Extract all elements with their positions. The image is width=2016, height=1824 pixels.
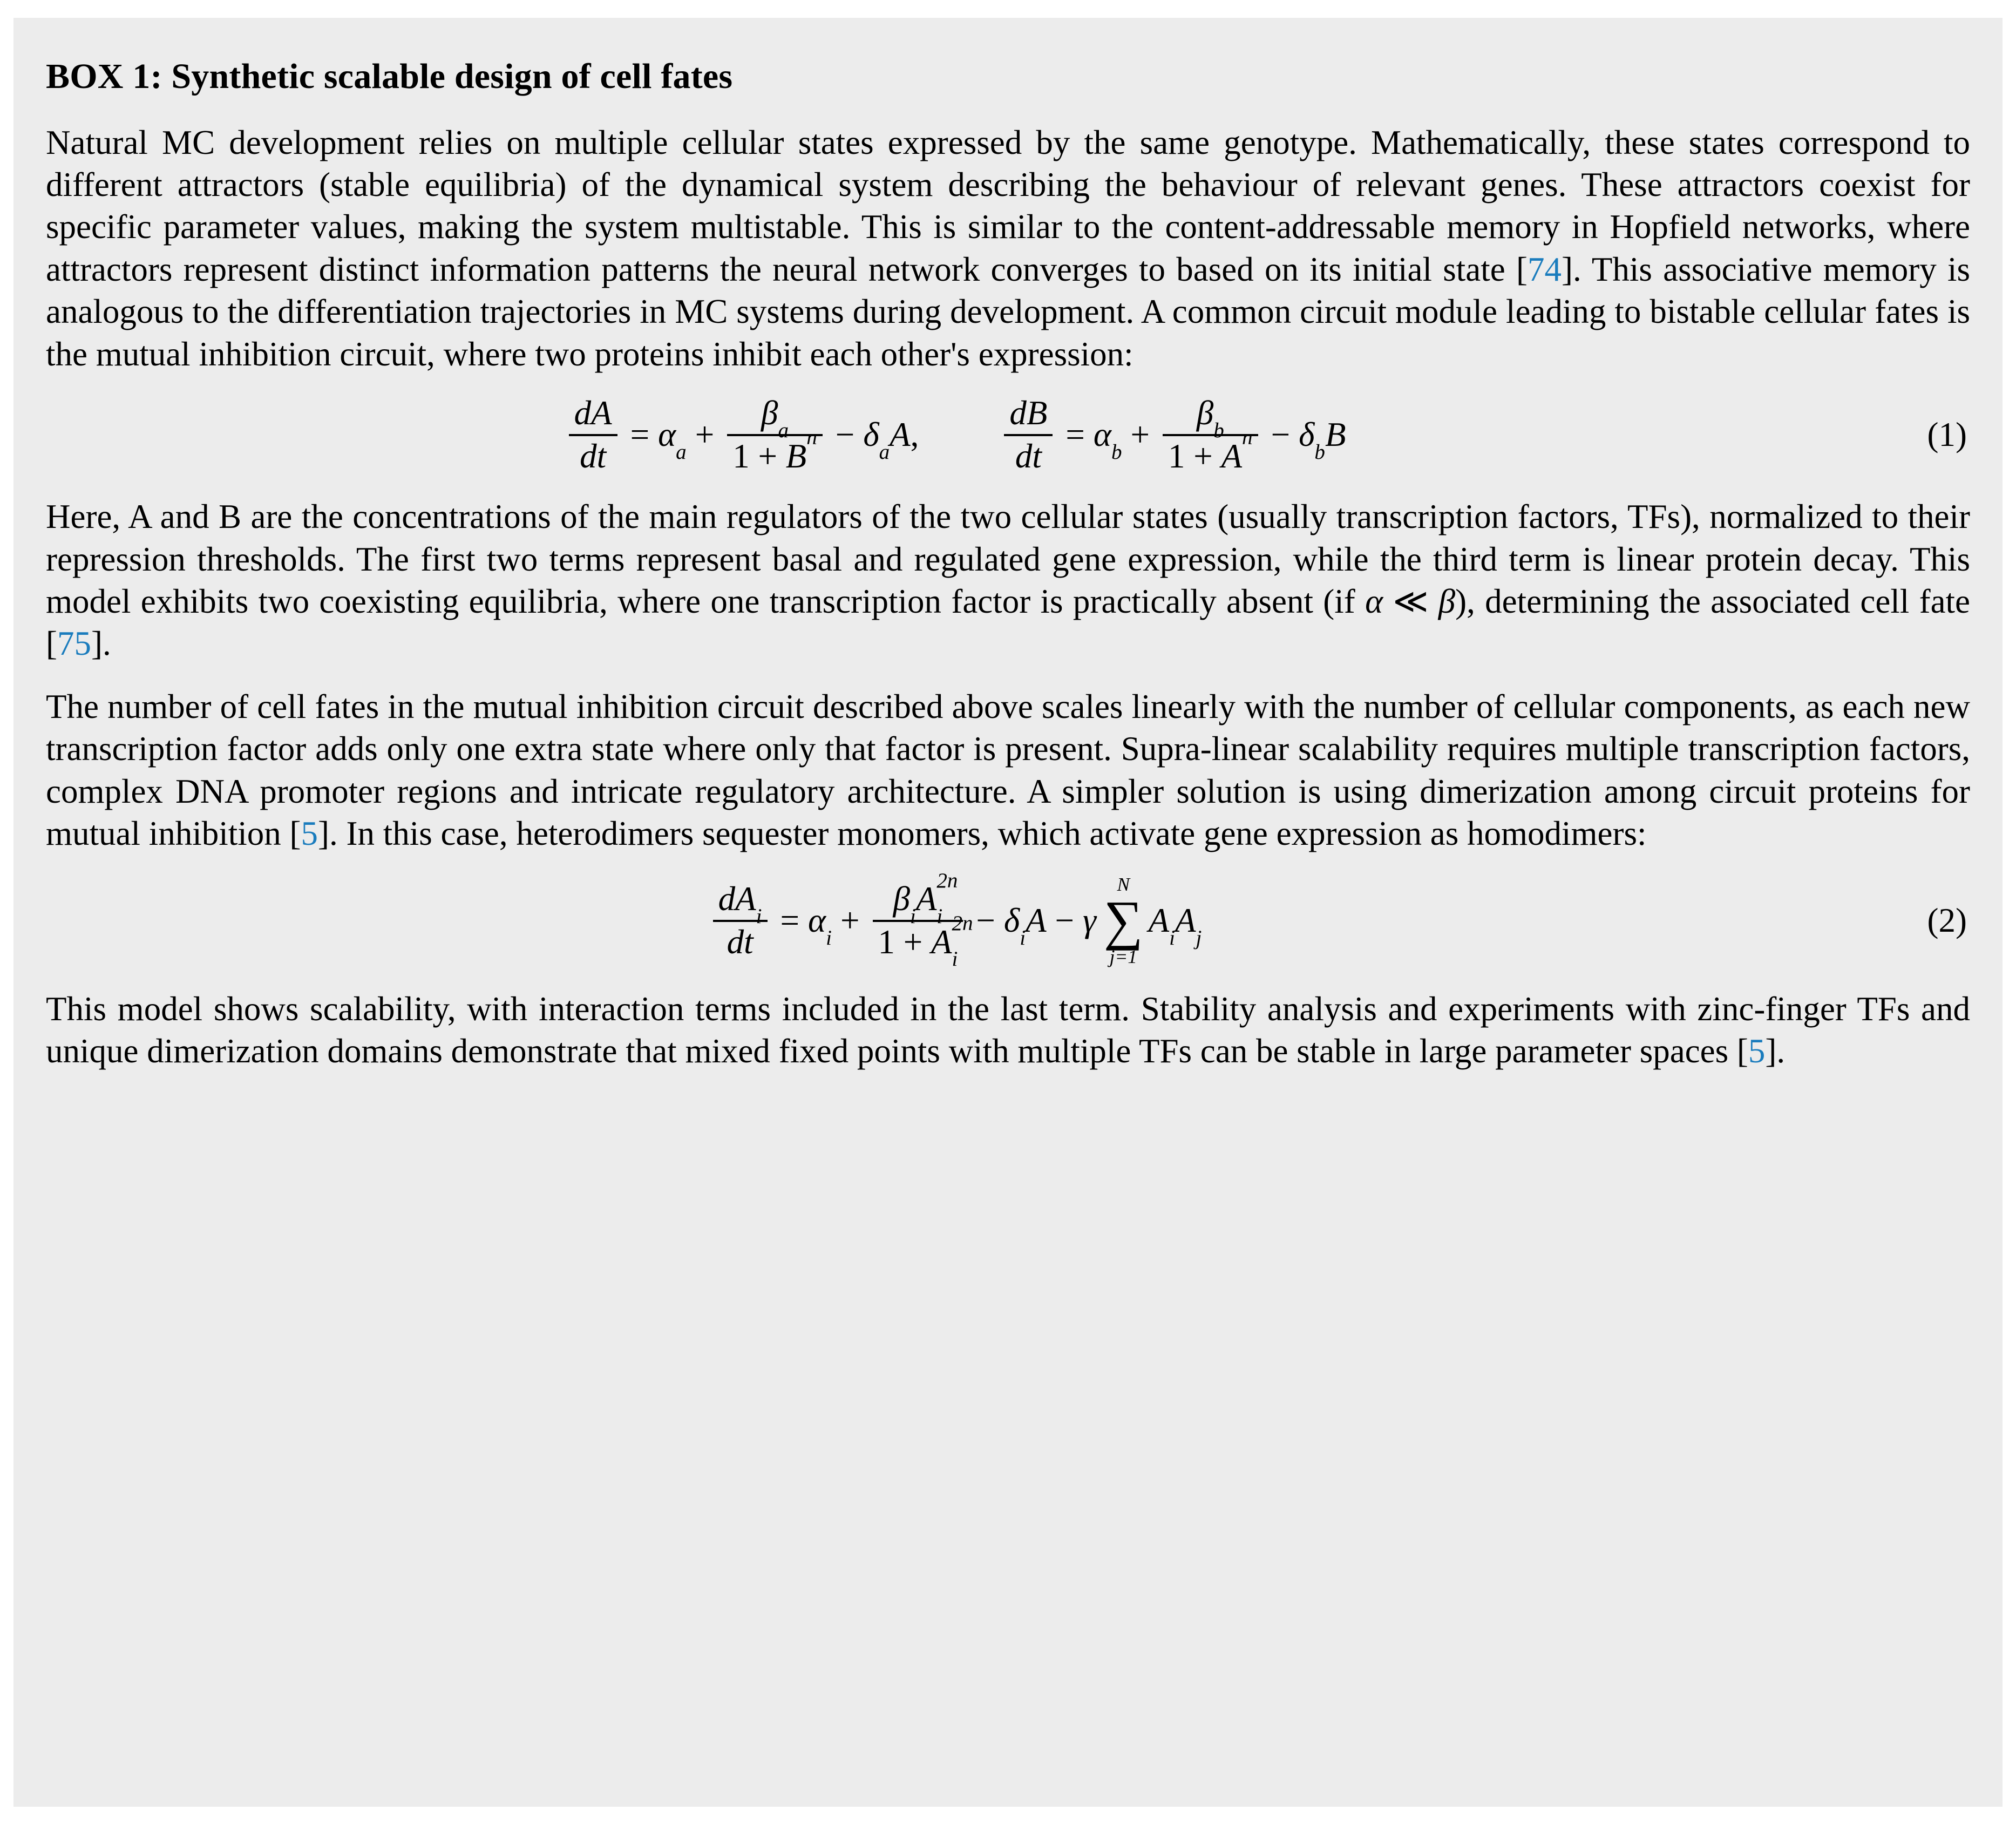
- inline-beta: β: [1438, 582, 1456, 620]
- box-content: [46, 56, 1970, 1073]
- paragraph-1-text-a: Natural MC development relies on multiple cellular states expressed by the same genotype. Mathematically, these states correspond to different attractors (stable equilibria) of the dynamical system describing the behaviour of relevant genes. These attractors coexist for specific parameter values, making the system multistable. This is similar to the content-addressable memory in Hopfield networks, where attractors represent distinct information patterns the neural network converges to based on its initial state [: [46, 123, 1970, 288]
- eq2-lhs-numerator: [713, 880, 768, 928]
- eq1-lhs-a-denominator: [574, 436, 612, 474]
- citation-5-first[interactable]: 5: [301, 815, 318, 853]
- eq2-one-plus: 1 +: [878, 923, 923, 961]
- equation-1-body: [46, 396, 1864, 474]
- inline-much-less-than: ≪: [1393, 582, 1429, 620]
- paragraph-2-text-a: Here, A and B are the concentrations of the main regulators of the two cellular states (usually transcription factors, TFs), normalized to their repression thresholds. The first two terms represent basal and regulated gene expression, while the third term is linear protein decay. This model exhibits two coexisting equilibria, where one transcription factor is practically absent (if: [46, 498, 1970, 620]
- eq2-alpha-term: $\alpha_i$: [808, 901, 832, 950]
- eq2-decay-term: $\delta_iA$: [1003, 901, 1047, 950]
- eq1-B-a: B: [785, 437, 807, 475]
- eq1-n-b: n: [1242, 426, 1253, 450]
- eq2-num-sub: i: [936, 904, 943, 928]
- eq1-delta-a-sub: a: [879, 440, 890, 464]
- eq2-sum-lower-limit: j=1: [1109, 946, 1137, 967]
- eq1-frac-b-denominator: [1163, 426, 1258, 475]
- eq2-Ai-sub: i: [1169, 926, 1175, 950]
- eq2-equals: =: [780, 901, 800, 940]
- eq1-alpha-a-sub: a: [676, 440, 687, 464]
- eq2-gamma: γ: [1083, 901, 1096, 940]
- eq2-hill-numerator: $\beta_iA^{2n}_i$: [893, 869, 958, 928]
- eq1-fraction-b: [1163, 396, 1258, 474]
- eq1-A: A: [591, 394, 612, 432]
- eq1-minus-b: −: [1271, 416, 1291, 454]
- eq1-one-plus-a: 1 +: [732, 437, 778, 475]
- citation-5-second[interactable]: 5: [1748, 1032, 1766, 1070]
- eq2-decay-A: A: [1026, 901, 1047, 940]
- eq1-comma: ,: [910, 416, 919, 454]
- eq1-plus-a: +: [695, 416, 715, 454]
- equation-2: [709, 869, 1202, 971]
- eq2-d: d: [718, 880, 736, 918]
- equation-2-number: (2): [1927, 901, 1967, 940]
- eq2-num-A: A: [915, 880, 937, 918]
- eq2-delta-sub: i: [1020, 926, 1026, 950]
- eq2-A: A: [735, 880, 756, 918]
- eq1-B: B: [1026, 394, 1048, 432]
- eq2-plus: +: [840, 901, 860, 940]
- eq1-one-plus-b: 1 +: [1168, 437, 1213, 475]
- eq2-lhs-fraction: [713, 882, 768, 960]
- eq1-beta-b-sub: b: [1213, 418, 1224, 442]
- paragraph-2-text-b: ), determining the associated cell fate [: [46, 582, 1971, 663]
- eq1-beta-a-sub: a: [778, 418, 789, 442]
- eq1-minus-a: −: [835, 416, 855, 454]
- eq1-lhs-fraction-b: [1004, 396, 1053, 474]
- paragraph-3: [46, 686, 1970, 855]
- eq1-lhs-b-denominator: [1010, 436, 1047, 474]
- eq1-alpha-b-sub: b: [1111, 440, 1122, 464]
- eq2-minus: −: [976, 901, 995, 940]
- eq2-A-sub-i: i: [756, 904, 762, 928]
- eq1-delta-b-sub: b: [1314, 440, 1325, 464]
- paragraph-3-text-a: The number of cell fates in the mutual inhibition circuit described above scales linearly with the number of cellular components, as each new transcription factor adds only one extra state where only that factor is present. Supra-linear scalability requires multiple transcription factors, complex DNA promoter regions and intricate regulatory architecture. A simpler solution is using dimerization among circuit proteins for mutual inhibition [: [46, 687, 1970, 853]
- eq2-minus-2: −: [1055, 901, 1075, 940]
- paragraph-2-text-c: ].: [91, 625, 111, 663]
- eq2-den-sub: i: [952, 947, 958, 971]
- eq2-summation: [1104, 875, 1143, 966]
- eq2-hill-fraction: [873, 869, 973, 971]
- equation-1-row: [46, 396, 1970, 474]
- equation-2-body: [46, 869, 1864, 971]
- paragraph-1-text-b: ]. This associative memory is analogous to the differentiation trajectories in MC systems during development. A common circuit module leading to bistable cellular fates is the mutual inhibition circuit, where two proteins inhibit each other's expression:: [46, 250, 1970, 373]
- eq1-alpha-a: $\alpha_a$: [658, 416, 687, 464]
- paragraph-3-text-b: ]. In this case, heterodimers sequester monomers, which activate gene expression as homodimers:: [317, 815, 1647, 853]
- eq2-alpha-sub: i: [826, 926, 832, 950]
- eq1-t-b: t: [1032, 437, 1042, 475]
- eq2-den-exp: 2n: [952, 912, 973, 935]
- eq2-sum-upper-limit: N: [1117, 874, 1130, 896]
- eq2-lhs-denominator: [722, 922, 759, 960]
- eq2-sigma-symbol: ∑: [1103, 890, 1143, 951]
- eq2-den-A: A: [931, 923, 952, 961]
- eq1-delta-term-a: $\delta_aA$: [863, 416, 911, 464]
- eq1-A-b: A: [1221, 437, 1243, 475]
- eq1-frac-a-denominator: [727, 426, 823, 475]
- paragraph-4-text-a: This model shows scalability, with interaction terms included in the last term. Stability analysis and experiments with zinc-finger TFs and unique dimerization domains demonstrate that mixed fixed points with multiple TFs can be stable in large parameter spaces [: [46, 989, 1970, 1070]
- eq1-d-b: d: [1009, 394, 1027, 432]
- citation-74[interactable]: 74: [1527, 250, 1562, 288]
- eq2-Aj-sub: j: [1196, 926, 1202, 950]
- eq2-Ai: A: [1148, 901, 1170, 940]
- eq1-lhs-b-numerator: [1004, 396, 1053, 434]
- citation-75[interactable]: 75: [57, 625, 91, 663]
- eq1-equals-a: =: [630, 416, 650, 454]
- eq1-A-decay: A: [890, 416, 911, 454]
- eq2-d2: d: [727, 923, 744, 961]
- eq2-t: t: [744, 923, 754, 961]
- paragraph-2: [46, 496, 1970, 665]
- eq1-d-a2: d: [580, 437, 597, 475]
- inline-alpha: α: [1365, 582, 1383, 620]
- eq1-equals-b: =: [1065, 416, 1085, 454]
- eq2-interaction-term: [1148, 901, 1202, 950]
- eq1-lhs-a-numerator: [569, 396, 617, 434]
- paragraph-4-text-b: ].: [1765, 1032, 1786, 1070]
- eq1-B-decay: B: [1325, 416, 1346, 454]
- box-panel: [13, 18, 2003, 1807]
- equation-2-row: [46, 869, 1970, 971]
- paragraph-1: [46, 121, 1970, 376]
- eq1-frac-a-numerator: $\beta_a$: [761, 394, 789, 442]
- equation-1-number: (1): [1927, 416, 1967, 454]
- eq2-beta-sub: i: [910, 904, 916, 928]
- eq1-d-b2: d: [1015, 437, 1033, 475]
- equation-1: [565, 396, 1346, 474]
- eq1-lhs-fraction-a: [569, 396, 617, 474]
- eq1-delta-term-b: $\delta_bB$: [1299, 416, 1346, 464]
- box-title: BOX 1: Synthetic scalable design of cell fates: [46, 57, 733, 96]
- eq1-plus-b: +: [1130, 416, 1150, 454]
- eq2-num-exp: 2n: [936, 869, 958, 892]
- eq1-t-a: t: [596, 437, 607, 475]
- eq2-Aj: A: [1175, 901, 1196, 940]
- paragraph-4: [46, 988, 1970, 1073]
- eq1-d-a: d: [574, 394, 592, 432]
- eq1-n-a: n: [806, 426, 817, 450]
- eq1-alpha-b: $\alpha_b$: [1093, 416, 1122, 464]
- eq1-frac-b-numerator: $\beta_b$: [1196, 394, 1224, 442]
- eq2-hill-denominator: [873, 912, 973, 971]
- eq1-fraction-a: [727, 396, 823, 474]
